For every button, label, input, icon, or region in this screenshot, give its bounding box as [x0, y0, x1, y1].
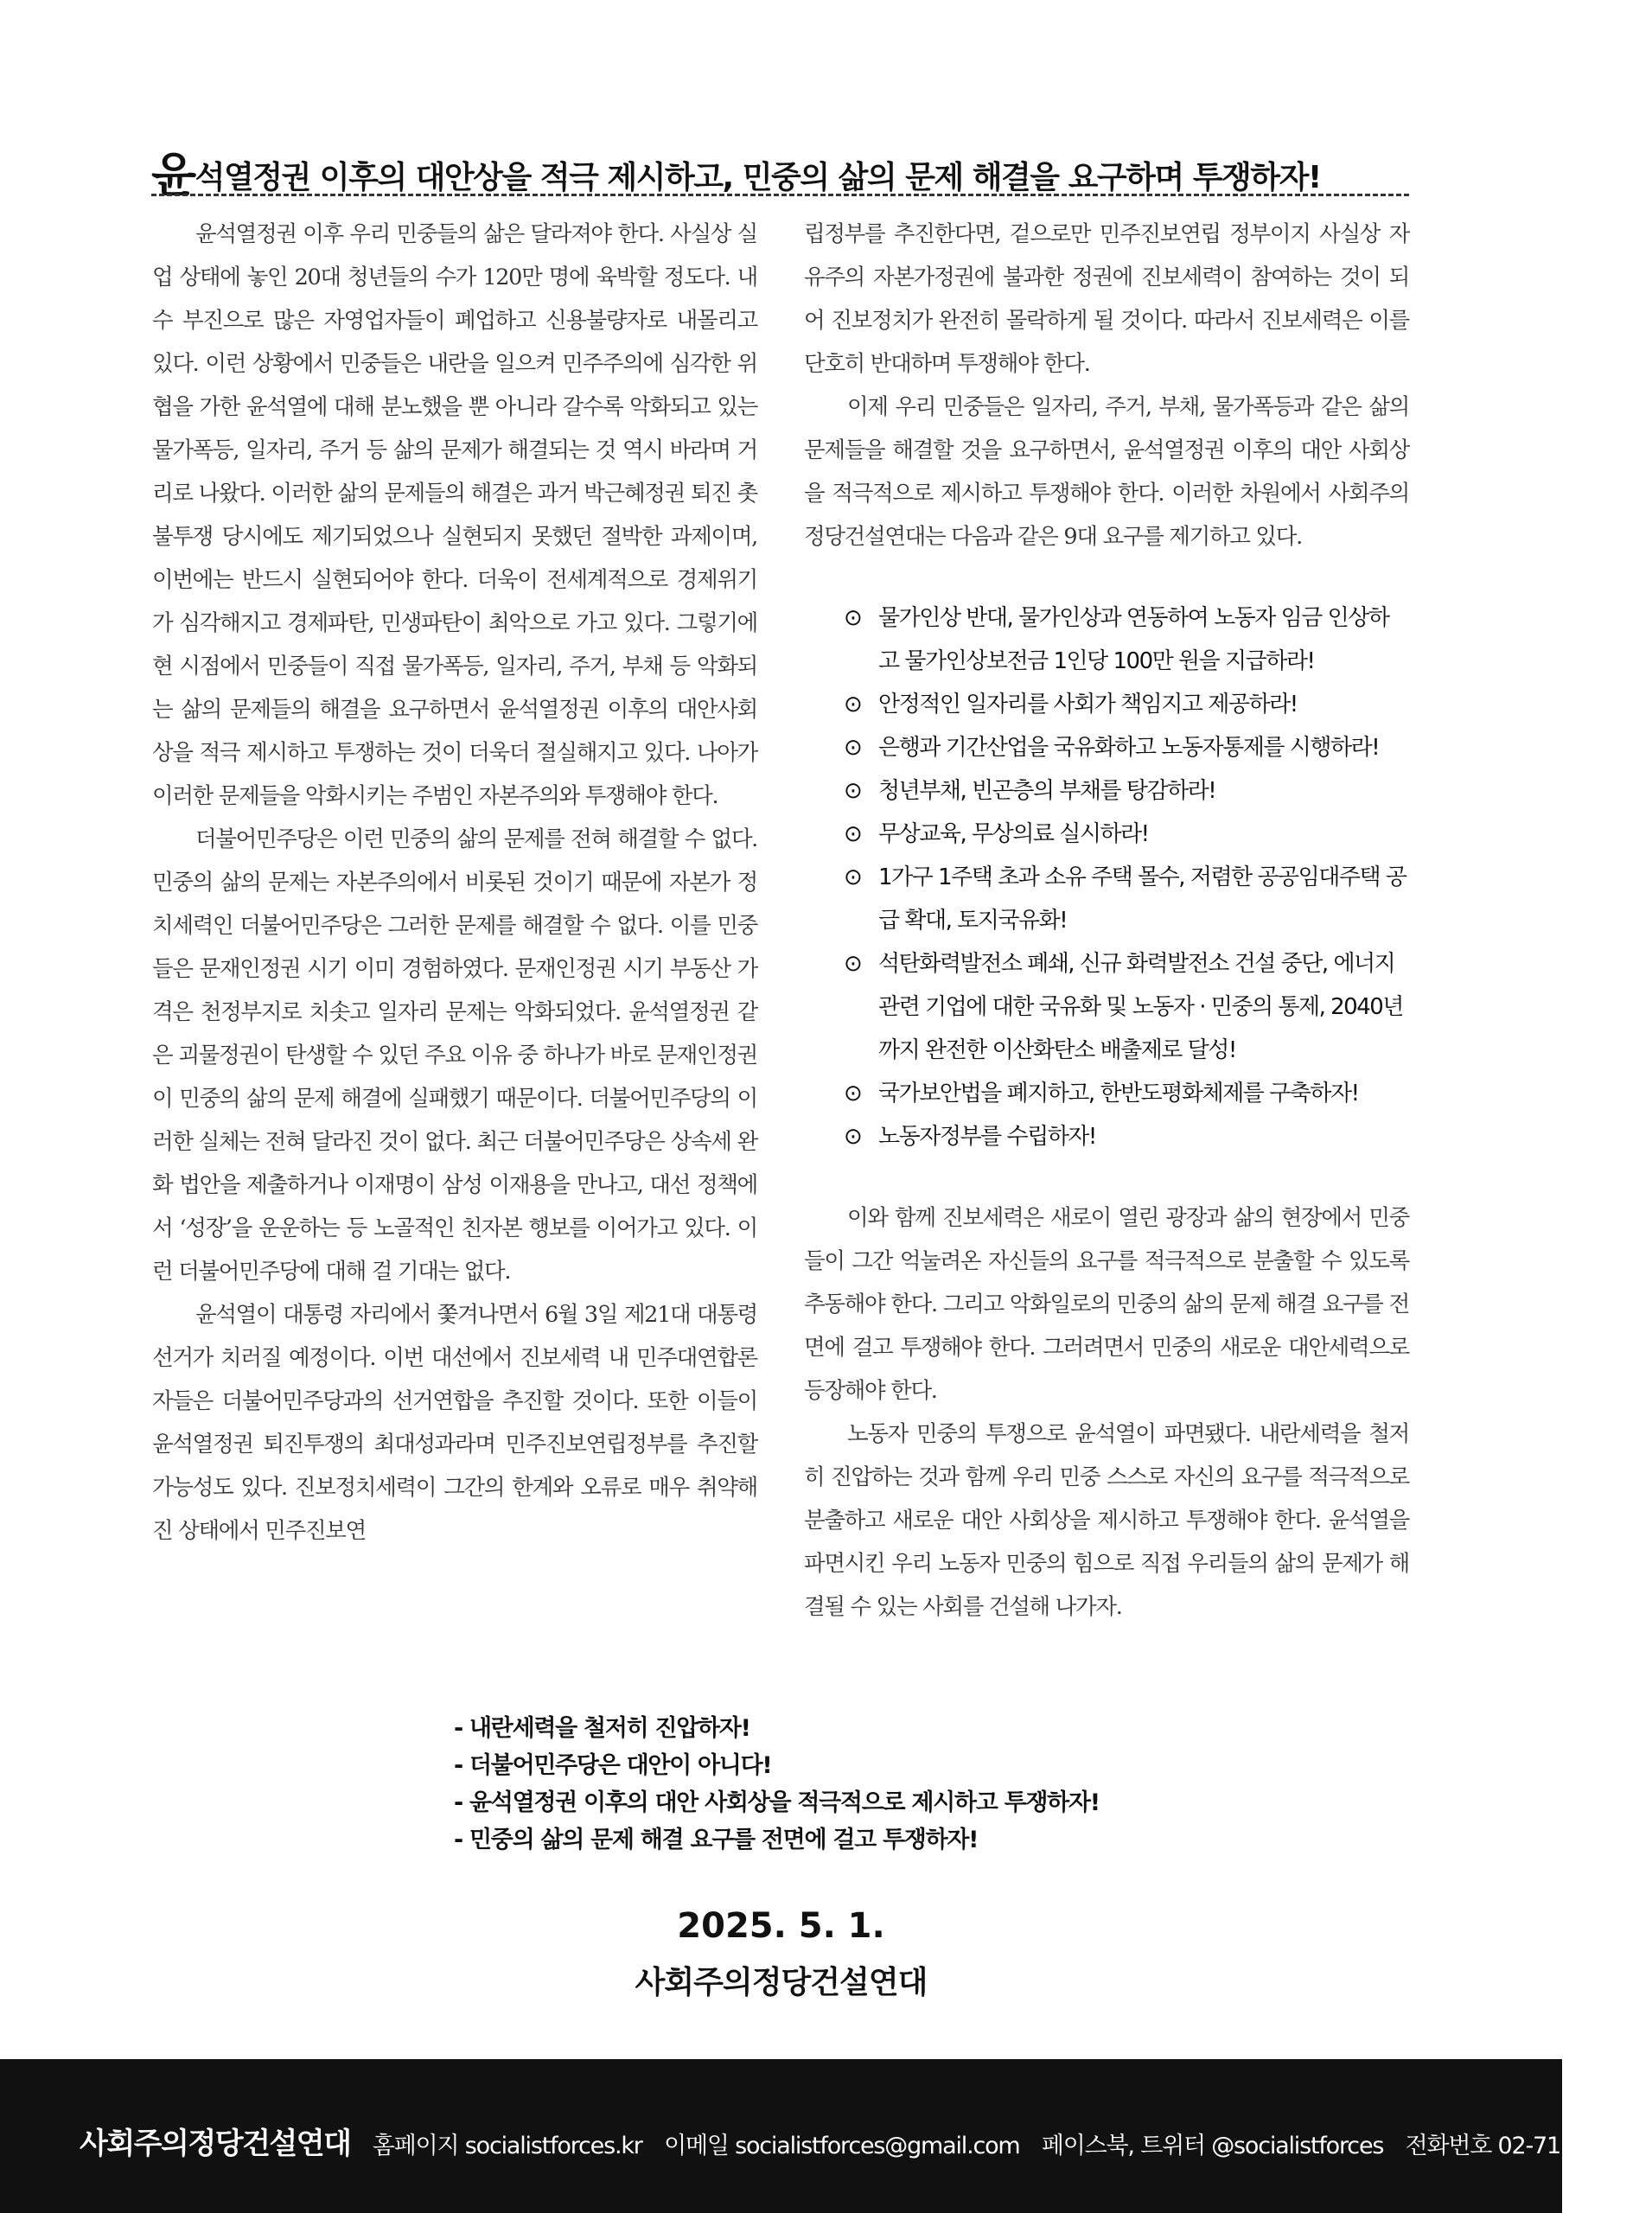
demands-list: [804, 596, 1409, 1158]
footer-email: 이메일 socialistforces@gmail.com: [664, 2133, 1020, 2159]
headline-initial: 윤: [151, 148, 195, 202]
list-item: ⊙ 청년부채, 빈곤층의 부채를 탕감하라!: [849, 769, 1409, 813]
bullet-icon: ⊙: [844, 605, 862, 631]
signature-date: 2025. 5. 1.: [677, 1906, 885, 1946]
paragraph: 윤석열정권 이후 우리 민중들의 삶은 달라져야 한다. 사실상 실업 상태에 놓인 20대 청년들의 수가 120만 명에 육박할 정도다. 내수 부진으로 많은 자영업자들이 폐업하고 신용불량자로 내몰리고 있다. 이런 상황에서 민중들은 내란을 일으켜 민주주의에 심각한 위협을 가한 윤석열에 대해 분노했을 뿐 아니라 갈수록 악화되고 있는 물가폭등, 일자리, 주거 등 삶의 문제가 해결되는 것 역시 바라며 거리로 나왔다. 이러한 삶의 문제들의 해결은 과거 박근혜정권 퇴진 촛불투쟁 당시에도 제기되었으나 실현되지 못했던 절박한 과제이며, 이번에는 반드시 실현되어야 한다. 더욱이 전세계적으로 경제위기가 심각해지고 경제파탄, 민생파탄이 최악으로 가고 있다. 그렇기에 현 시점에서 민중들이 직접 물가폭등, 일자리, 주거, 부채 등 악화되는 삶의 문제들의 해결을 요구하면서 윤석열정권 이후의 대안사회상을 적극 제시하고 투쟁하는 것이 더욱더 절실해지고 있다. 나아가 이러한 문제들을 악화시키는 주범인 자본주의와 투쟁해야 한다.: [152, 221, 757, 809]
paragraph: 이제 우리 민중들은 일자리, 주거, 부채, 물가폭등과 같은 삶의 문제들을 해결할 것을 요구하면서, 윤석열정권 이후의 대안 사회상을 적극적으로 제시하고 투쟁해야 한다. 이러한 차원에서 사회주의정당건설연대는 다음과 같은 9대 요구를 제기하고 있다.: [804, 394, 1409, 550]
slogan: - 민중의 삶의 문제 해결 요구를 전면에 걸고 투쟁하자!: [454, 1827, 979, 1853]
bullet-icon: ⊙: [844, 692, 862, 717]
headline-text: 석열정권 이후의 대안상을 적극 제시하고, 민중의 삶의 문제 해결을 요구하며 투쟁하자!: [195, 160, 1321, 195]
footer-contact: [80, 2120, 1637, 2162]
paragraph: 이와 함께 진보세력은 새로이 열린 광장과 삶의 현장에서 민중들이 그간 억눌려온 자신들의 요구를 적극적으로 분출할 수 있도록 추동해야 한다. 그리고 악화일로의 민중의 삶의 문제 해결 요구를 전면에 걸고 투쟁해야 한다. 그러려면서 민중의 새로운 대안세력으로 등장해야 한다.: [804, 1205, 1409, 1404]
list-item: ⊙ 무상교육, 무상의료 실시하라!: [849, 813, 1409, 856]
paragraph: 더불어민주당은 이런 민중의 삶의 문제를 전혀 해결할 수 없다. 민중의 삶의 문제는 자본주의에서 비롯된 것이기 때문에 자본가 정치세력인 더불어민주당은 그러한 문제를 해결할 수 없다. 이를 민중들은 문재인정권 시기 이미 경험하였다. 문재인정권 시기 부동산 가격은 천정부지로 치솟고 일자리 문제는 악화되었다. 윤석열정권 같은 괴물정권이 탄생할 수 있던 주요 이유 중 하나가 바로 문재인정권이 민중의 삶의 문제 해결에 실패했기 때문이다. 더불어민주당의 이러한 실체는 전혀 달라진 것이 없다. 최근 더불어민주당은 상속세 완화 법안을 제출하거나 이재명이 삼성 이재용을 만나고, 대선 정책에서 ‘성장’을 운운하는 등 노골적인 친자본 행보를 이어가고 있다. 이런 더불어민주당에 대해 걸 기대는 없다.: [152, 826, 757, 1285]
footer-sns: 페이스북, 트위터 @socialistforces: [1041, 2133, 1384, 2159]
list-item: ⊙ 1가구 1주택 초과 소유 주택 몰수, 저렴한 공공임대주택 공급 확대, 토지국유화!: [849, 856, 1409, 942]
bullet-icon: ⊙: [844, 951, 862, 977]
paragraph: 노동자 민중의 투쟁으로 윤석열이 파면됐다. 내란세력을 철저히 진압하는 것과 함께 우리 민중 스스로 자신의 요구를 적극적으로 분출하고 새로운 대안 사회상을 제시하고 투쟁해야 한다. 윤석열을 파면시킨 우리 노동자 민중의 힘으로 직접 우리들의 삶의 문제가 해결될 수 있는 사회를 건설해 나가자.: [804, 1421, 1409, 1620]
paragraph: 윤석열이 대통령 자리에서 쫓겨나면서 6월 3일 제21대 대통령 선거가 치러질 예정이다. 이번 대선에서 진보세력 내 민주대연합론자들은 더불어민주당과의 선거연합을 추진할 것이다. 또한 이들이 윤석열정권 퇴진투쟁의 최대성과라며 민주진보연립정부를 추진할 가능성도 있다. 진보정치세력이 그간의 한계와 오류로 매우 취약해진 상태에서 민주진보연: [152, 1302, 757, 1544]
bullet-icon: ⊙: [844, 778, 862, 804]
bullet-icon: ⊙: [844, 1081, 862, 1106]
left-column: [152, 213, 757, 1553]
bullet-icon: ⊙: [844, 821, 862, 847]
headline-divider: [151, 194, 1409, 196]
list-item: ⊙ 안정적인 일자리를 사회가 책임지고 제공하라!: [849, 683, 1409, 726]
slogans: [454, 1710, 1232, 1859]
bullet-icon: ⊙: [844, 735, 862, 761]
list-item: ⊙ 물가인상 반대, 물가인상과 연동하여 노동자 임금 인상하고 물가인상보전금 1인당 100만 원을 지급하라!: [849, 596, 1409, 683]
paragraph-continuation: 립정부를 추진한다면, 겉으로만 민주진보연립 정부이지 사실상 자유주의 자본가정권에 불과한 정권에 진보세력이 참여하는 것이 되어 진보정치가 완전히 몰락하게 될 것이다. 따라서 진보세력은 이를 단호히 반대하며 투쟁해야 한다.: [804, 221, 1409, 377]
slogan: - 내란세력을 철저히 진압하자!: [454, 1715, 750, 1742]
footer-org-name: 사회주의정당건설연대: [80, 2127, 351, 2161]
slogan: - 더불어민주당은 대안이 아니다!: [454, 1752, 772, 1779]
list-item: ⊙ 국가보안법을 폐지하고, 한반도평화체제를 구축하자!: [849, 1072, 1409, 1115]
signature-org: 사회주의정당건설연대: [635, 1965, 928, 2000]
bullet-icon: ⊙: [844, 1124, 862, 1150]
footer: [0, 2059, 1637, 2213]
list-item: ⊙ 은행과 기간산업을 국유화하고 노동자통제를 시행하라!: [849, 726, 1409, 769]
list-item: ⊙ 석탄화력발전소 폐쇄, 신규 화력발전소 건설 중단, 에너지 관련 기업에 대한 국유화 및 노동자 · 민중의 통제, 2040년까지 완전한 이산화탄소 배출제로 달성!: [849, 942, 1409, 1072]
footer-phone: 전화번호 02-717-1917: [1405, 2133, 1637, 2159]
list-item: ⊙ 노동자정부를 수립하자!: [849, 1115, 1409, 1158]
slogan: - 윤석열정권 이후의 대안 사회상을 적극적으로 제시하고 투쟁하자!: [454, 1789, 1100, 1816]
footer-homepage: 홈페이지 socialistforces.kr: [372, 2133, 642, 2159]
bullet-icon: ⊙: [844, 864, 862, 890]
right-column: [804, 213, 1409, 1629]
